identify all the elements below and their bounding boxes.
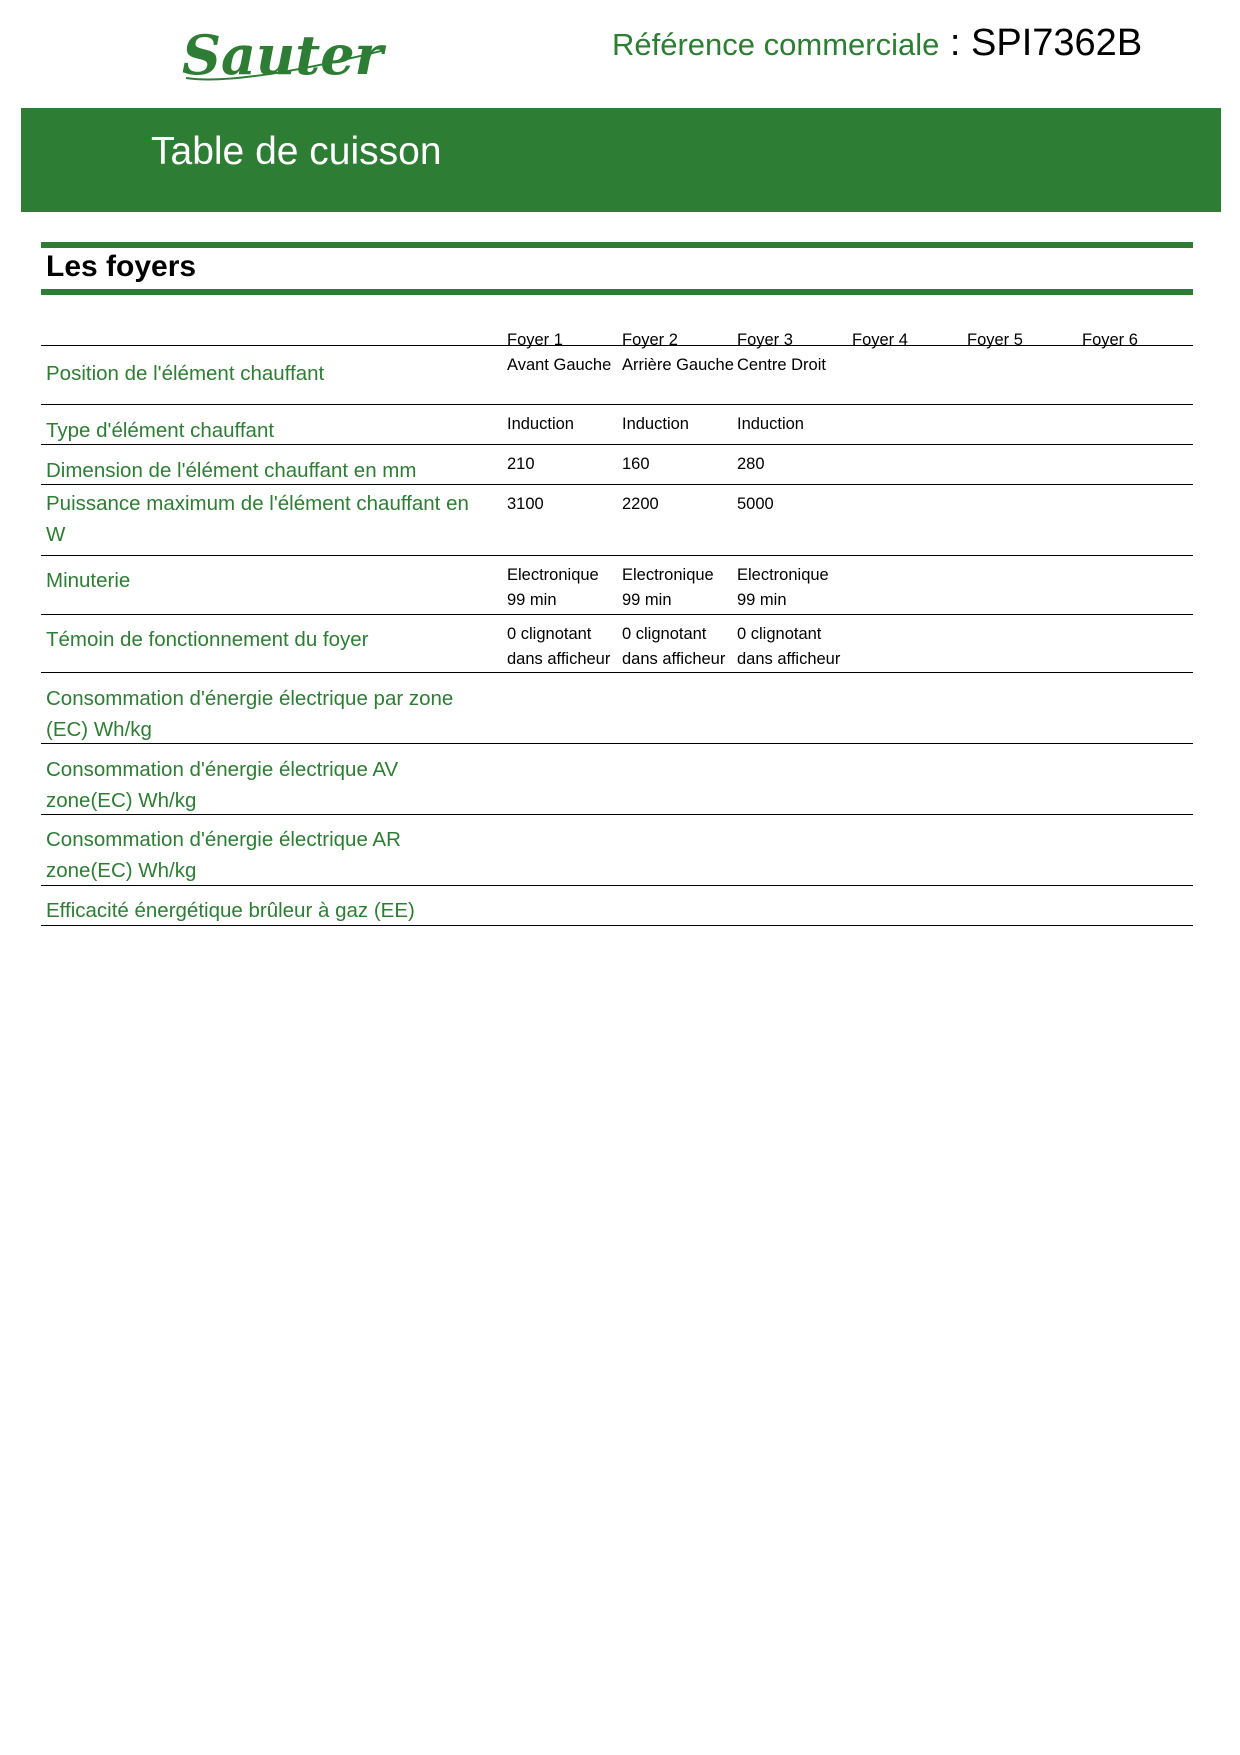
row-label: Efficacité énergétique brûleur à gaz (EE) [46,899,415,922]
row-label: Position de l'élément chauffant [46,362,325,385]
specs-table [41,325,1193,926]
table-header-row [41,325,1193,349]
row-value: 280 [737,455,765,473]
row-label: Témoin de fonctionnement du foyer [46,628,369,651]
row-value: 0 clignotant dans afficheur [507,625,611,668]
row-value: 5000 [737,495,774,513]
row-value: 0 clignotant dans afficheur [622,625,726,668]
sauter-logo-mark [180,20,390,90]
row-label: Type d'élément chauffant [46,419,275,442]
row-value: 2200 [622,495,659,513]
sauter-logo [180,20,390,90]
row-label: Consommation d'énergie électrique AV zone(EC) Wh/kg [46,758,399,812]
table-row [41,405,1193,445]
table-row [41,556,1193,615]
row-value: Induction [622,415,689,433]
page-title: Table de cuisson [151,130,442,173]
row-value: 0 clignotant dans afficheur [737,625,841,668]
title-banner [21,108,1221,212]
section-title: Les foyers [46,250,197,283]
row-value: 3100 [507,495,544,513]
column-header: Foyer 3 [737,331,793,349]
row-value: Arrière Gauche [622,356,734,374]
row-label: Consommation d'énergie électrique par zone (EC) Wh/kg [46,687,454,741]
logo-text: Sauter [182,23,383,87]
row-label: Minuterie [46,569,131,592]
row-label: Dimension de l'élément chauffant en mm [46,459,417,482]
row-value: 160 [622,455,650,473]
row-label: Consommation d'énergie électrique AR zone(EC) Wh/kg [46,828,401,882]
table-row [41,445,1193,485]
table-row [41,815,1193,886]
column-header: Foyer 5 [967,331,1023,349]
table-row [41,886,1193,926]
row-value: Electronique 99 min [622,566,714,609]
row-value: Induction [737,415,804,433]
row-value: Electronique 99 min [737,566,829,609]
column-header: Foyer 2 [622,331,678,349]
column-header: Foyer 6 [1082,331,1138,349]
row-label: Puissance maximum de l'élément chauffant en W [46,492,469,546]
table-row [41,744,1193,815]
table-row [41,346,1193,405]
column-header: Foyer 4 [852,331,908,349]
commercial-reference [612,22,1142,65]
reference-label: Référence commerciale [612,27,940,62]
row-value: 210 [507,455,535,473]
row-value: Induction [507,415,574,433]
row-value: Centre Droit [737,356,826,374]
row-value: Avant Gauche [507,356,612,374]
table-row [41,485,1193,556]
table-row [41,615,1193,673]
section-rule-bottom [41,289,1193,295]
section-rule-top [41,242,1193,248]
table-row [41,673,1193,744]
column-header: Foyer 1 [507,331,563,349]
reference-value: : SPI7362B [939,22,1143,64]
row-value: Electronique 99 min [507,566,599,609]
